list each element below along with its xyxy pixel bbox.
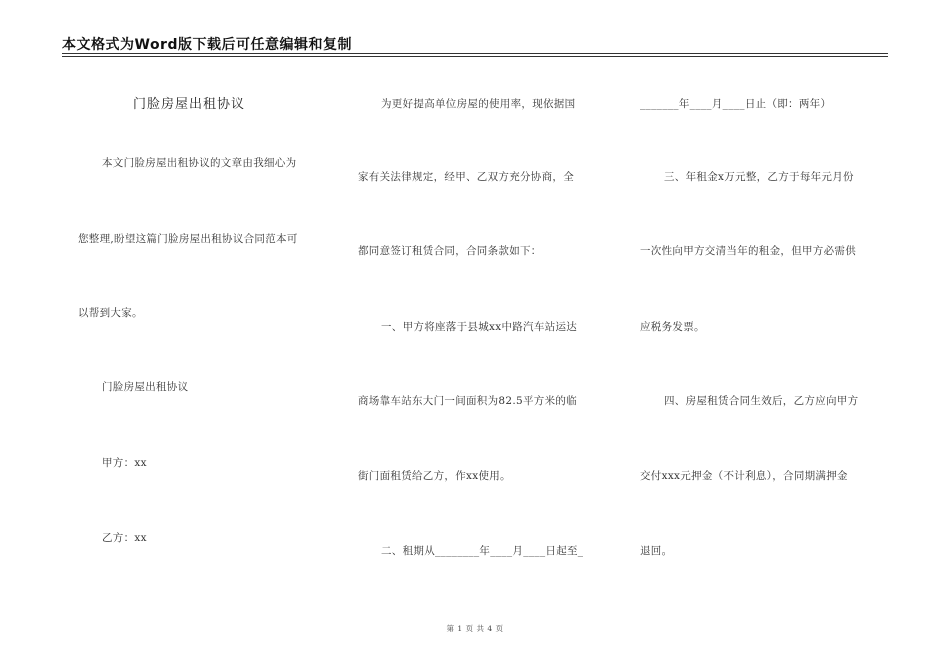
document-title: 门脸房屋出租协议 (133, 97, 246, 112)
paragraph-line: 家有关法律规定，经甲、乙双方充分协商，全 (358, 171, 574, 183)
paragraph-line: 您整理,盼望这篇门脸房屋出租协议合同范本可 (78, 233, 298, 245)
paragraph-line: 商场靠车站东大门一间面积为82.5平方米的临 (358, 395, 577, 407)
paragraph-line: 为更好提高单位房屋的使用率，现依据国 (381, 98, 576, 110)
clause-one-line: 一、甲方将座落于县城xx中路汽车站运达 (381, 321, 578, 333)
party-b-line: 乙方：xx (102, 532, 147, 544)
clause-three-line: 三、年租金x万元整，乙方于每年元月份 (664, 171, 854, 183)
paragraph-line: 都同意签订租赁合同，合同条款如下： (358, 245, 542, 257)
paragraph-line: 退回。 (640, 545, 673, 557)
paragraph-line: 应税务发票。 (640, 321, 705, 333)
paragraph-line: 一次性向甲方交清当年的租金，但甲方必需供 (640, 245, 856, 257)
page-footer: 第 1 页 共 4 页 (446, 624, 504, 633)
clause-four-line: 四、房屋租赁合同生效后，乙方应向甲方 (664, 395, 859, 407)
clause-two-line: 二、租期从________年____月____日起至_ (381, 545, 584, 557)
section-heading: 门脸房屋出租协议 (102, 381, 189, 393)
document-header: 本文格式为Word版下载后可任意编辑和复制 (62, 37, 352, 53)
paragraph-line: 街门面租赁给乙方，作xx使用。 (358, 470, 511, 482)
paragraph-line: 以帮到大家。 (78, 307, 143, 319)
header-rule-bottom (62, 56, 888, 57)
header-rule-top (62, 53, 888, 54)
paragraph-line: 交付xxx元押金（不计利息），合同期满押金 (640, 470, 848, 482)
party-a-line: 甲方：xx (102, 457, 147, 469)
paragraph-line: _______年____月____日止（即：两年） (640, 98, 832, 110)
paragraph-line: 本文门脸房屋出租协议的文章由我细心为 (102, 157, 297, 169)
